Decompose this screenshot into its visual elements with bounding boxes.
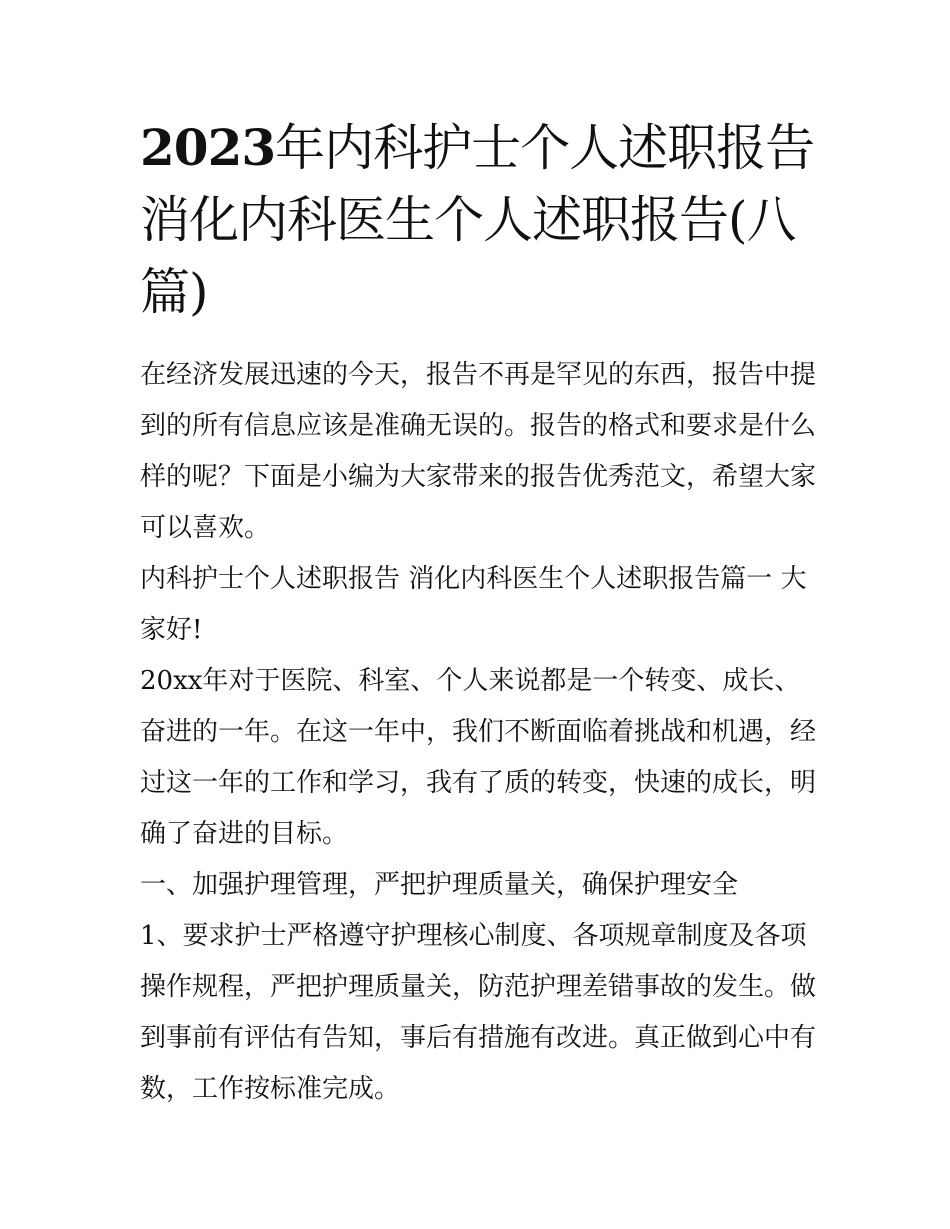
title-year: 2023: [140, 118, 276, 177]
year-summary-paragraph: 20xx年对于医院、科室、个人来说都是一个转变、成长、奋进的一年。在这一年中，我们不断面临着挑战和机遇，经过这一年的工作和学习，我有了质的转变，快速的成长，明确了奋进的目标。: [140, 666, 817, 849]
document-body: [140, 350, 816, 1115]
subsection-heading: 一、加强护理管理，严把护理质量关，确保护理安全: [140, 870, 739, 900]
intro-paragraph: 在经济发展迅速的今天，报告不再是罕见的东西，报告中提到的所有信息应该是准确无误的。报告的格式和要求是什么样的呢？下面是小编为大家带来的报告优秀范文，希望大家可以喜欢。: [140, 360, 817, 543]
section-heading-paragraph: 内科护士个人述职报告 消化内科医生个人述职报告篇一 大家好!: [140, 564, 807, 645]
document-title: [140, 112, 816, 328]
list-item-paragraph: 1、要求护士严格遵守护理核心制度、各项规章制度及各项操作规程，严把护理质量关，防范护理差错事故的发生。做到事前有评估有告知，事后有措施有改进。真正做到心中有数，工作按标准完成。: [140, 921, 817, 1104]
document-page: [140, 112, 816, 1115]
title-text: 年内科护士个人述职报告消化内科医生个人述职报告(八篇): [140, 119, 815, 321]
